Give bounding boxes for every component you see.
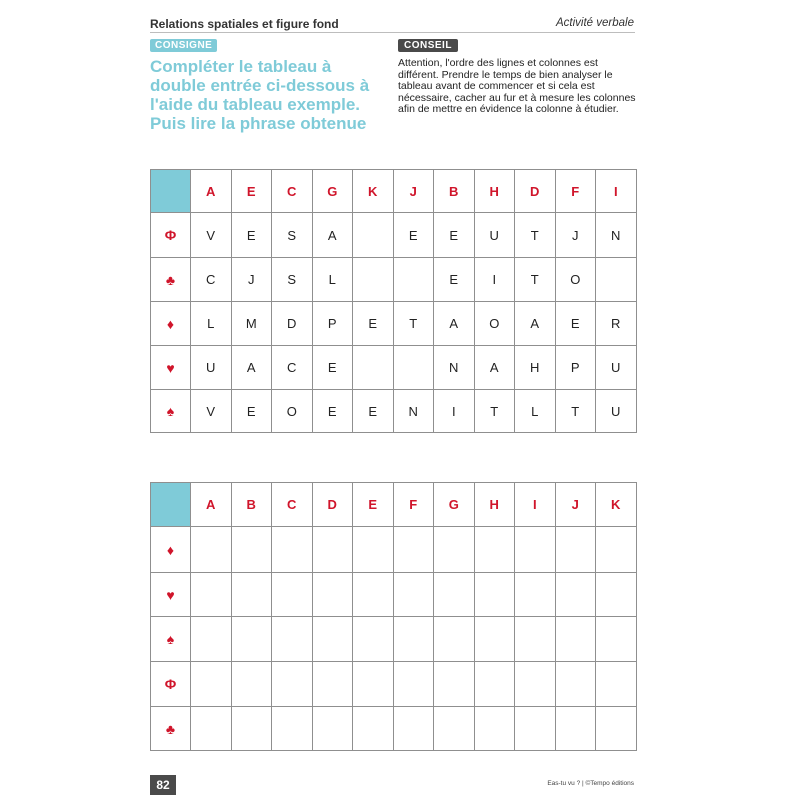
consigne-text: Compléter le tableau à double entrée ci-dessous à l'aide du tableau exemple. Puis lire la phrase obtenue [150,57,370,133]
answer-cell[interactable] [231,527,272,573]
letter-cell: A [231,346,272,390]
table-row [151,213,637,258]
row-symbol-icon: ♠ [151,390,191,433]
answer-cell[interactable] [515,617,556,662]
answer-cell[interactable] [434,617,475,662]
letter-cell [353,213,394,258]
letter-cell: J [231,258,272,302]
letter-cell: A [312,213,353,258]
answer-cell[interactable] [231,707,272,751]
letter-cell: U [191,346,232,390]
answer-cell[interactable] [393,617,434,662]
letter-cell: P [555,346,596,390]
answer-cell[interactable] [596,707,637,751]
page-number: 82 [150,775,176,795]
letter-cell: N [434,346,475,390]
answer-cell[interactable] [474,707,515,751]
column-header: G [434,483,475,527]
answer-cell[interactable] [312,617,353,662]
letter-cell: U [474,213,515,258]
letter-cell: M [231,302,272,346]
column-header: F [555,170,596,213]
table-row [151,573,637,617]
answer-cell[interactable] [515,573,556,617]
letter-cell: A [515,302,556,346]
table-row [151,302,637,346]
column-header: B [231,483,272,527]
letter-cell: U [596,346,637,390]
table-row [151,707,637,751]
row-symbol-icon: Φ [151,662,191,707]
answer-cell[interactable] [515,707,556,751]
letter-cell: T [474,390,515,433]
column-header: D [312,483,353,527]
header-section-title: Relations spatiales et figure fond [150,17,339,31]
letter-cell: P [312,302,353,346]
letter-cell: E [312,346,353,390]
row-symbol-icon: ♥ [151,346,191,390]
column-header: K [596,483,637,527]
answer-cell[interactable] [353,617,394,662]
row-symbol-icon: ♠ [151,617,191,662]
letter-cell: T [515,213,556,258]
answer-cell[interactable] [474,662,515,707]
answer-cell[interactable] [272,573,313,617]
column-header: G [312,170,353,213]
letter-cell: C [272,346,313,390]
answer-cell[interactable] [393,662,434,707]
answer-cell[interactable] [272,527,313,573]
consigne-tag: CONSIGNE [150,39,217,52]
letter-cell: I [434,390,475,433]
letter-cell [353,258,394,302]
letter-cell: E [231,390,272,433]
letter-cell: E [312,390,353,433]
letter-cell: O [555,258,596,302]
answer-cell[interactable] [596,617,637,662]
row-symbol-icon: ♥ [151,573,191,617]
letter-cell: C [191,258,232,302]
letter-cell: E [393,213,434,258]
answer-cell[interactable] [596,573,637,617]
row-symbol-icon: Φ [151,213,191,258]
letter-cell: U [596,390,637,433]
footer-credit: Eas-tu vu ? | ©Tempo éditions [547,780,634,787]
column-header: C [272,483,313,527]
answer-cell[interactable] [353,707,394,751]
letter-cell: E [555,302,596,346]
table-row [151,527,637,573]
answer-cell[interactable] [353,573,394,617]
letter-cell: N [596,213,637,258]
letter-cell: L [191,302,232,346]
letter-cell: S [272,258,313,302]
answer-cell[interactable] [353,527,394,573]
answer-cell[interactable] [434,707,475,751]
answer-cell[interactable] [272,662,313,707]
letter-cell [393,258,434,302]
answer-cell[interactable] [191,527,232,573]
letter-cell: S [272,213,313,258]
column-header: B [434,170,475,213]
table-row [151,390,637,433]
column-header: D [515,170,556,213]
header-divider [150,32,635,33]
conseil-tag: CONSEIL [398,39,458,52]
header-row [151,483,637,527]
corner-cell [151,483,191,527]
letter-cell: E [353,302,394,346]
letter-cell: R [596,302,637,346]
letter-cell: E [231,213,272,258]
answer-cell[interactable] [555,573,596,617]
column-header: K [353,170,394,213]
answer-cell[interactable] [555,707,596,751]
letter-cell: N [393,390,434,433]
answer-cell[interactable] [515,662,556,707]
answer-cell[interactable] [272,617,313,662]
letter-cell: I [474,258,515,302]
answer-table [150,482,637,751]
column-header: J [393,170,434,213]
answer-cell[interactable] [434,527,475,573]
column-header: I [596,170,637,213]
letter-cell: V [191,213,232,258]
column-header: E [231,170,272,213]
answer-cell[interactable] [231,573,272,617]
column-header: J [555,483,596,527]
letter-cell: T [393,302,434,346]
row-symbol-icon: ♦ [151,527,191,573]
row-symbol-icon: ♦ [151,302,191,346]
letter-cell: J [555,213,596,258]
answer-cell[interactable] [393,527,434,573]
column-header: I [515,483,556,527]
letter-cell: L [312,258,353,302]
letter-cell: A [434,302,475,346]
answer-cell[interactable] [231,662,272,707]
letter-cell: E [434,258,475,302]
table-row [151,258,637,302]
answer-cell[interactable] [312,662,353,707]
header-activity-type: Activité verbale [556,17,634,29]
column-header: H [474,170,515,213]
letter-cell: E [434,213,475,258]
answer-cell[interactable] [191,662,232,707]
answer-cell[interactable] [231,617,272,662]
header-row [151,170,637,213]
answer-cell[interactable] [596,527,637,573]
letter-cell: L [515,390,556,433]
letter-cell [393,346,434,390]
answer-cell[interactable] [393,707,434,751]
answer-cell[interactable] [191,617,232,662]
answer-cell[interactable] [353,662,394,707]
answer-cell[interactable] [474,617,515,662]
column-header: F [393,483,434,527]
table-row [151,617,637,662]
answer-cell[interactable] [555,527,596,573]
answer-cell[interactable] [191,573,232,617]
corner-cell [151,170,191,213]
letter-cell: O [272,390,313,433]
table-row [151,662,637,707]
letter-cell: D [272,302,313,346]
answer-cell[interactable] [596,662,637,707]
letter-cell: E [353,390,394,433]
column-header: C [272,170,313,213]
column-header: E [353,483,394,527]
column-header: H [474,483,515,527]
answer-cell[interactable] [312,527,353,573]
letter-cell [353,346,394,390]
answer-cell[interactable] [515,527,556,573]
answer-cell[interactable] [434,573,475,617]
example-table [150,169,637,433]
letter-cell: T [515,258,556,302]
row-symbol-icon: ♣ [151,707,191,751]
answer-cell[interactable] [474,573,515,617]
letter-cell: O [474,302,515,346]
answer-cell[interactable] [312,573,353,617]
answer-cell[interactable] [272,707,313,751]
answer-cell[interactable] [474,527,515,573]
answer-cell[interactable] [312,707,353,751]
letter-cell [596,258,637,302]
letter-cell: H [515,346,556,390]
answer-cell[interactable] [393,573,434,617]
column-header: A [191,483,232,527]
answer-cell[interactable] [191,707,232,751]
answer-cell[interactable] [434,662,475,707]
letter-cell: A [474,346,515,390]
letter-cell: V [191,390,232,433]
answer-cell[interactable] [555,662,596,707]
column-header: A [191,170,232,213]
conseil-text: Attention, l'ordre des lignes et colonnes est différent. Prendre le temps de bien analyser le tableau avant de commencer et si cela est nécessaire, cacher au fur et à mesure les colonnes afin de mettre en évidence la colonne à étudier. [398,57,636,116]
table-row [151,346,637,390]
answer-cell[interactable] [555,617,596,662]
letter-cell: T [555,390,596,433]
row-symbol-icon: ♣ [151,258,191,302]
